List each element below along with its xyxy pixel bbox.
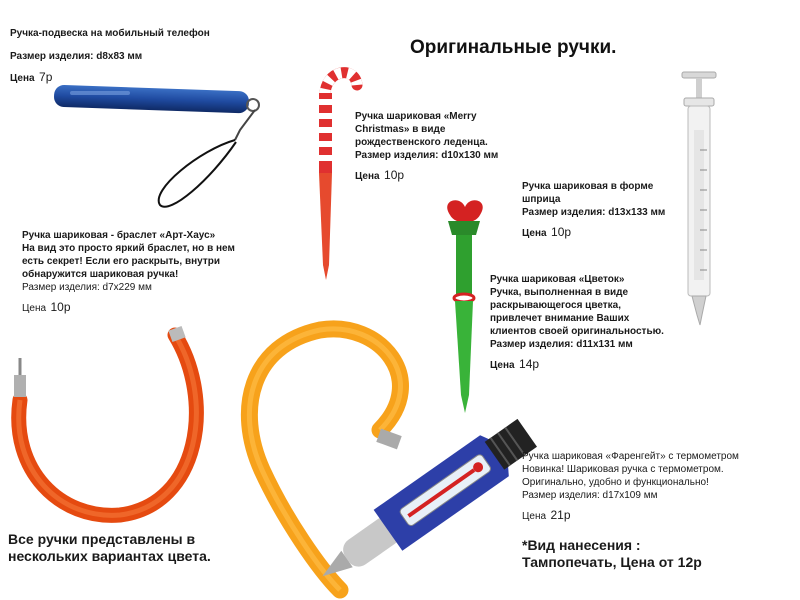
flower-pen-desc-2: раскрывающегося цветка, <box>490 300 622 311</box>
flower-pen-info <box>490 273 664 373</box>
phone-pen-size: Размер изделия: d8x83 мм <box>10 51 143 62</box>
bracelet-pen-price-label: Цена <box>22 303 47 314</box>
page-title: Оригинальные ручки. <box>410 37 617 58</box>
syringe-pen-info <box>522 180 665 241</box>
candy-pen-info <box>355 110 498 184</box>
print-note-line-2: Тампопечать, Цена от 12р <box>522 554 702 570</box>
syringe-pen-price: 10р <box>551 225 572 239</box>
syringe-pen-name-2: шприца <box>522 194 561 205</box>
bracelet-pen-desc-3: обнаружится шариковая ручка! <box>22 269 179 280</box>
bracelet-pen-size: Размер изделия: d7x229 мм <box>22 282 152 293</box>
flower-pen-price: 14р <box>519 357 540 371</box>
candy-pen-price-label: Цена <box>355 171 380 182</box>
thermo-pen-desc-1: Новинка! Шариковая ручка с термометром. <box>522 464 724 475</box>
colors-note <box>8 531 211 565</box>
phone-pen-price: 7р <box>39 70 53 84</box>
bracelet-pen-desc-2: есть секрет! Если его раскрыть, внутри <box>22 256 220 267</box>
colors-note-line-1: Все ручки представлены в <box>8 531 196 547</box>
thermo-pen-info <box>522 450 739 524</box>
thermo-pen-name: Ручка шариковая «Фаренгейт» с термометром <box>522 451 739 462</box>
phone-strap-pen-image <box>50 80 270 210</box>
colors-note-line-2: нескольких вариантах цвета. <box>8 548 211 564</box>
thermo-pen-price-label: Цена <box>522 511 547 522</box>
phone-pen-info <box>10 27 210 86</box>
flower-pen-price-label: Цена <box>490 360 515 371</box>
syringe-pen-price-label: Цена <box>522 228 547 239</box>
candy-pen-size: Размер изделия: d10x130 мм <box>355 150 499 161</box>
flower-pen-desc-4: клиентов своей оригинальностью. <box>490 326 664 337</box>
candy-pen-price: 10р <box>384 168 405 182</box>
bracelet-pen-price: 10р <box>50 300 71 314</box>
candy-pen-name-3: рождественского леденца. <box>355 137 488 148</box>
phone-pen-price-label: Цена <box>10 73 35 84</box>
flower-pen-image <box>440 195 490 420</box>
syringe-pen-size: Размер изделия: d13x133 мм <box>522 207 666 218</box>
flower-pen-size: Размер изделия: d11x131 мм <box>490 339 633 350</box>
bracelet-pen-desc-1: На вид это просто яркий браслет, но в нем <box>22 243 235 254</box>
candy-pen-name-2: Christmas» в виде <box>355 124 446 135</box>
candy-pen-name-1: Ручка шариковая «Merry <box>355 111 477 122</box>
print-note-line-1: *Вид нанесения : <box>522 537 641 553</box>
syringe-pen-image <box>680 70 730 330</box>
bracelet-pen-info <box>22 229 235 316</box>
phone-pen-name: Ручка-подвеска на мобильный телефон <box>10 28 210 39</box>
bracelet-pen-name: Ручка шариковая - браслет «Арт-Хаус» <box>22 230 216 241</box>
thermo-pen-size: Размер изделия: d17x109 мм <box>522 490 658 501</box>
syringe-pen-name-1: Ручка шариковая в форме <box>522 181 654 192</box>
flower-pen-name: Ручка шариковая «Цветок» <box>490 274 625 285</box>
print-note <box>522 537 702 571</box>
thermo-pen-price: 21р <box>550 508 571 522</box>
thermo-pen-desc-2: Оригинально, удобно и функционально! <box>522 477 709 488</box>
flower-pen-desc-3: привлечет внимание Ваших <box>490 313 630 324</box>
flower-pen-desc-1: Ручка, выполненная в виде <box>490 287 629 298</box>
